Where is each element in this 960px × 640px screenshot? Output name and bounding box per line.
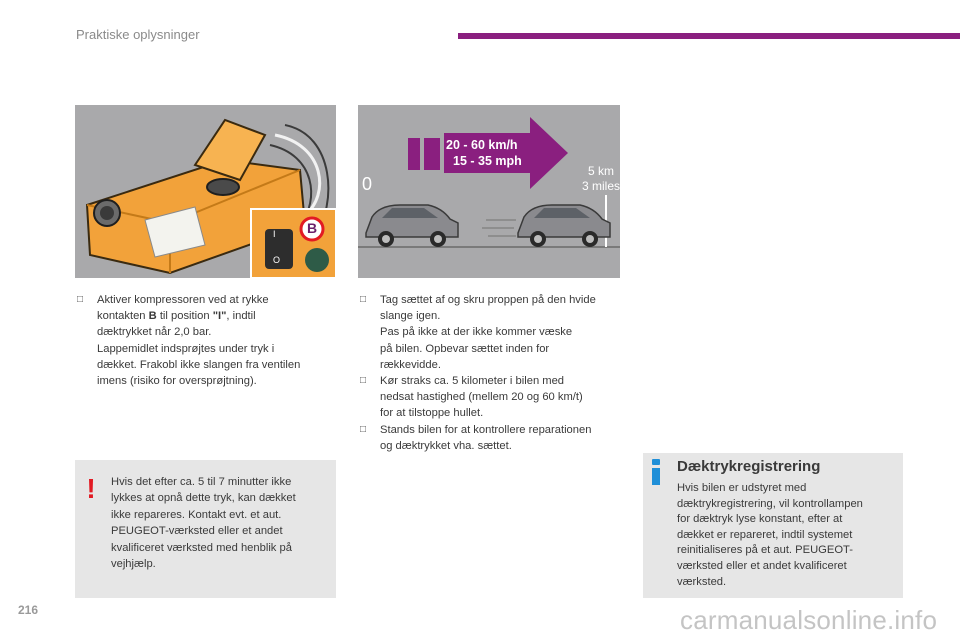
- warning-line: lykkes at opnå dette tryk, kan dækket: [111, 492, 296, 505]
- info-box: [643, 453, 903, 598]
- compressor-illustration: [75, 105, 336, 278]
- info-line: dækket er repareret, indtil systemet: [677, 528, 853, 541]
- info-icon: [649, 459, 663, 485]
- info-line: dæktrykregistrering, vil kontrollampen: [677, 497, 863, 510]
- warning-line: kvalificeret værksted med henblik på: [111, 541, 292, 554]
- exclamation-icon: !: [86, 473, 96, 504]
- instruction-line: dæktrykket når 2,0 bar.: [97, 326, 212, 339]
- switch-position-on: I: [273, 229, 276, 239]
- distance-miles-label: 3 miles: [582, 179, 620, 193]
- instruction-line: og dæktrykket vha. sættet.: [380, 439, 512, 452]
- warning-line: vejhjælp.: [111, 558, 156, 571]
- instruction-item: [358, 422, 626, 454]
- info-line: for dæktryk lyse konstant, efter at: [677, 513, 843, 526]
- instruction-line: nedsat hastighed (mellem 20 og 60 km/t): [380, 391, 583, 404]
- instruction-line: for at tilstoppe hullet.: [380, 407, 484, 420]
- instruction-item: [358, 373, 626, 422]
- instruction-line: slange igen.: [380, 310, 441, 323]
- warning-box: [75, 460, 336, 598]
- instruction-line: på bilen. Opbevar sættet inden for: [380, 342, 550, 355]
- warning-line: ikke repareres. Kontakt evt. et aut.: [111, 508, 282, 521]
- instruction-line: Stands bilen for at kontrollere reparationen: [380, 423, 592, 436]
- header-accent-bar: [458, 33, 960, 39]
- instruction-line: Pas på ikke at der ikke kommer væske: [380, 326, 573, 339]
- checkbox-bullet-icon: □: [360, 423, 367, 435]
- switch-label-b: B: [306, 220, 318, 236]
- instruction-line: Tag sættet af og skru proppen på den hvide: [380, 294, 596, 306]
- compressor-drawing: [75, 105, 336, 278]
- info-line: værksted eller et andet kvalificeret: [677, 559, 847, 572]
- warning-line: PEUGEOT-værksted eller et andet: [111, 525, 283, 538]
- info-text: [677, 481, 893, 590]
- instruction-line: Lappemidlet indsprøjtes under tryk i: [97, 342, 275, 355]
- warning-text: [111, 474, 325, 572]
- left-column-instructions: [75, 292, 337, 389]
- page-number: 216: [18, 603, 39, 617]
- instruction-line: kontakten B til position "I", indtil: [97, 310, 256, 323]
- instruction-line: rækkevidde.: [380, 358, 441, 371]
- instruction-line: Kør straks ca. 5 kilometer i bilen med: [380, 375, 565, 388]
- info-title: Dæktrykregistrering: [677, 458, 821, 475]
- instruction-line: Aktiver kompressoren ved at rykke: [97, 294, 269, 306]
- instruction-line: imens (risiko for oversprøjtning).: [97, 375, 257, 388]
- info-line: Hvis bilen er udstyret med: [677, 482, 807, 494]
- instruction-item: [358, 292, 626, 373]
- start-distance-label: 0: [362, 174, 373, 194]
- checkbox-bullet-icon: □: [360, 294, 367, 305]
- driving-drawing: [358, 105, 620, 278]
- instruction-line: dækket. Frakobl ikke slangen fra ventilen: [97, 358, 301, 371]
- checkbox-bullet-icon: □: [360, 375, 367, 387]
- warning-line: Hvis det efter ca. 5 til 7 minutter ikke: [111, 476, 292, 488]
- instruction-item: [75, 292, 337, 389]
- speed-mph-label: 15 - 35 mph: [453, 154, 522, 168]
- driving-illustration: [358, 105, 620, 278]
- switch-position-off: O: [273, 255, 281, 265]
- info-line: reinitialiseres på et aut. PEUGEOT-: [677, 544, 853, 557]
- watermark: carmanualsonline.info: [680, 605, 938, 635]
- distance-km-label: 5 km: [588, 164, 615, 178]
- checkbox-bullet-icon: □: [77, 294, 84, 305]
- speed-kmh-label: 20 - 60 km/h: [446, 138, 518, 152]
- info-line: værksted.: [677, 575, 727, 588]
- section-title: Praktiske oplysninger: [76, 27, 200, 42]
- right-column-instructions: [358, 292, 626, 454]
